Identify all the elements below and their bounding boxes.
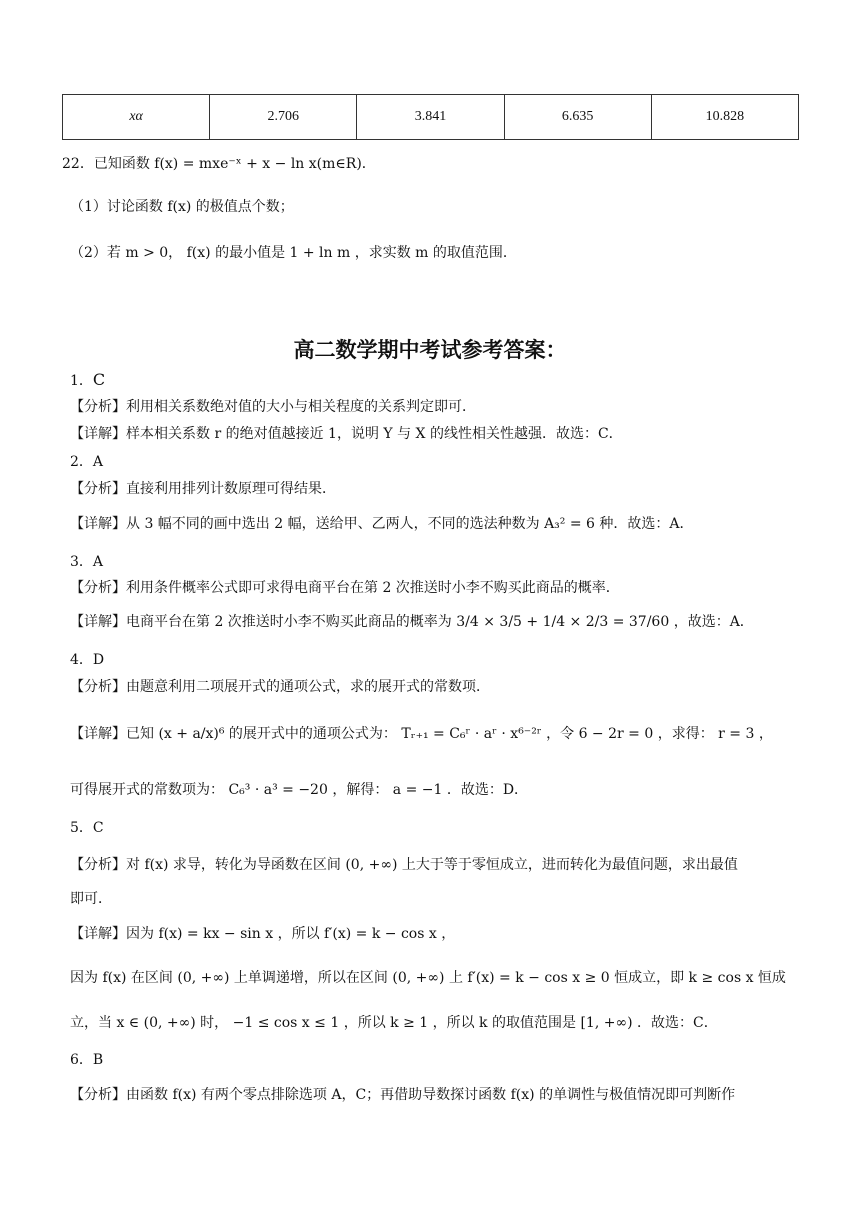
table-cell: 10.828 xyxy=(651,95,798,140)
answer-4-detail-2: 可得展开式的常数项为： C₆³ · a³ = −20 ，解得： a = −1 ．故选：D． xyxy=(70,782,529,798)
table-row xyxy=(63,95,799,140)
answer-number: 3． xyxy=(70,554,93,570)
answer-2-header xyxy=(70,452,860,472)
answer-3-header xyxy=(70,552,860,572)
answer-6-analysis: 【分析】由函数 f(x) 有两个零点排除选项 A，C；再借助导数探讨函数 f(x) 的单调性与极值情况即可判断作 xyxy=(70,1087,736,1103)
answer-number: 5． xyxy=(70,820,93,836)
answer-choice: A xyxy=(92,454,104,470)
answer-number: 2． xyxy=(70,454,93,470)
answer-number: 1． xyxy=(70,373,93,389)
answer-5-header xyxy=(70,818,860,838)
answer-5-detail-3: 立，当 x ∈ (0, +∞) 时， −1 ≤ cos x ≤ 1 ，所以 k ≥ 1 ，所以 k 的取值范围是 [1, +∞) ．故选：C． xyxy=(70,1015,718,1031)
answer-choice: B xyxy=(92,1052,104,1068)
page-title: 高二数学期中考试参考答案： xyxy=(293,338,567,362)
answer-1-analysis: 【分析】利用相关系数绝对值的大小与相关程度的关系判定即可． xyxy=(70,399,476,415)
answer-3-detail: 【详解】电商平台在第 2 次推送时小李不购买此商品的概率为 3/4 × 3/5 + 1/4 × 2/3 = 37/60 ，故选：A． xyxy=(70,614,754,630)
answer-choice: D xyxy=(92,652,105,668)
question-22-stem: 22．已知函数 f(x) = mxe⁻ˣ + x − ln x(m∈R)． xyxy=(62,156,376,172)
answer-5-analysis-cont: 即可． xyxy=(70,891,112,907)
question-22-part-1: （1）讨论函数 f(x) 的极值点个数； xyxy=(70,199,294,215)
answer-5-detail-2: 因为 f(x) 在区间 (0, +∞) 上单调递增，所以在区间 (0, +∞) 上 f′(x) = k − cos x ≥ 0 恒成立，即 k ≥ cos x 恒成 xyxy=(70,970,786,986)
answer-4-header xyxy=(70,650,860,670)
answer-number: 6． xyxy=(70,1052,93,1068)
answer-number: 4． xyxy=(70,652,93,668)
critical-value-table xyxy=(62,94,799,140)
answer-5-detail-1: 【详解】因为 f(x) = kx − sin x ，所以 f′(x) = k − cos x ， xyxy=(70,926,456,942)
answer-5-analysis: 【分析】对 f(x) 求导，转化为导函数在区间 (0, +∞) 上大于等于零恒成立，进而转化为最值问题，求出最值 xyxy=(70,857,738,873)
table-header-cell: xα xyxy=(63,95,210,140)
answer-1-header xyxy=(70,370,860,391)
answer-2-analysis: 【分析】直接利用排列计数原理可得结果． xyxy=(70,481,336,497)
table-cell: 2.706 xyxy=(210,95,357,140)
answer-6-header xyxy=(70,1050,860,1070)
answer-choice: A xyxy=(92,554,104,570)
answer-2-detail: 【详解】从 3 幅不同的画中选出 2 幅，送给甲、乙两人，不同的选法种数为 A₃² = 6 种．故选：A． xyxy=(70,516,694,532)
table-cell: 3.841 xyxy=(357,95,504,140)
answer-choice: C xyxy=(92,370,106,389)
answer-3-analysis: 【分析】利用条件概率公式即可求得电商平台在第 2 次推送时小李不购买此商品的概率． xyxy=(70,580,620,596)
question-22-part-2: （2）若 m > 0， f(x) 的最小值是 1 + ln m ，求实数 m 的取值范围． xyxy=(70,245,517,261)
table-cell: 6.635 xyxy=(504,95,651,140)
answer-1-detail: 【详解】样本相关系数 r 的绝对值越接近 1，说明 Y 与 X 的线性相关性越强．故选：C． xyxy=(70,426,623,442)
answer-4-analysis: 【分析】由题意利用二项展开式的通项公式，求的展开式的常数项． xyxy=(70,679,490,695)
answer-choice: C xyxy=(92,820,104,836)
answer-4-detail-1: 【详解】已知 (x + a/x)⁶ 的展开式中的通项公式为： Tᵣ₊₁ = C₆ʳ · aʳ · x⁶⁻²ʳ ，令 6 − 2r = 0 ，求得： r = 3 ， xyxy=(70,726,773,742)
